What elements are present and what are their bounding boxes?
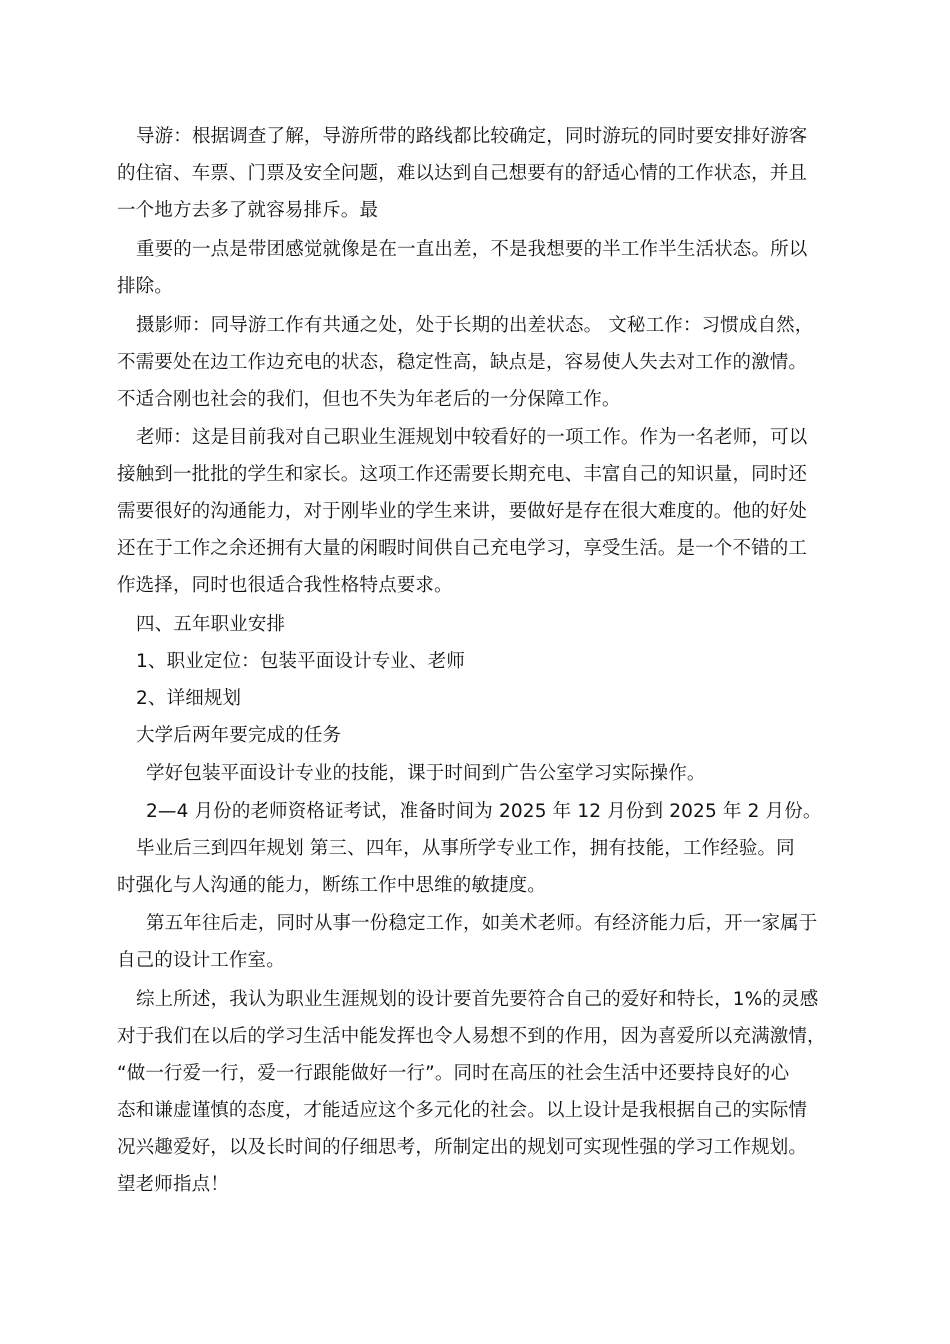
paragraph-line: 对于我们在以后的学习生活中能发挥也令人易想不到的作用，因为喜爱所以充满激情， (117, 1026, 826, 1047)
paragraph-line: “做一行爱一行，爱一行跟能做好一行”。同时在高压的社会生活中还要持良好的心 (117, 1063, 790, 1084)
paragraph-line: 一个地方去多了就容易排斥。最 (117, 200, 379, 221)
paragraph-line: 老师：这是目前我对自己职业生涯规划中较看好的一项工作。作为一名老师，可以 (136, 427, 808, 448)
paragraph-line: 导游：根据调查了解，导游所带的路线都比较确定，同时游玩的同时要安排好游客 (136, 126, 808, 147)
list-item: 2、详细规划 (136, 688, 242, 709)
paragraph-line: 摄影师：同导游工作有共通之处，处于长期的出差状态。 文秘工作：习惯成自然， (136, 315, 814, 336)
paragraph-line: 第五年往后走，同时从事一份稳定工作，如美术老师。有经济能力后，开一家属于 (146, 913, 818, 934)
paragraph-line: 重要的一点是带团感觉就像是在一直出差，不是我想要的半工作半生活状态。所以 (136, 239, 808, 260)
paragraph-line: 排除。 (117, 276, 173, 297)
paragraph-line: 的住宿、车票、门票及安全问题，难以达到自己想要有的舒适心情的工作状态，并且 (117, 163, 808, 184)
paragraph-line: 综上所述，我认为职业生涯规划的设计要首先要符合自己的爱好和特长，1%的灵感 (136, 989, 819, 1010)
paragraph-line: 接触到一批批的学生和家长。这项工作还需要长期充电、丰富自己的知识量，同时还 (117, 464, 808, 485)
paragraph-line: 还在于工作之余还拥有大量的闲暇时间供自己充电学习，享受生活。是一个不错的工 (117, 538, 808, 559)
paragraph-line: 毕业后三到四年规划 第三、四年，从事所学专业工作，拥有技能，工作经验。同 (136, 838, 795, 859)
paragraph-line: 学好包装平面设计专业的技能，课于时间到广告公室学习实际操作。 (146, 763, 706, 784)
section-heading: 四、五年职业安排 (136, 614, 286, 635)
paragraph-line: 作选择，同时也很适合我性格特点要求。 (117, 575, 453, 596)
paragraph-line: 自己的设计工作室。 (117, 950, 285, 971)
paragraph-line: 望老师指点！ (117, 1174, 229, 1195)
list-item: 1、职业定位：包装平面设计专业、老师 (136, 651, 465, 672)
paragraph-line: 不需要处在边工作边充电的状态，稳定性高，缺点是，容易使人失去对工作的激情。 (117, 352, 808, 373)
paragraph-line: 需要很好的沟通能力，对于刚毕业的学生来讲，要做好是存在很大难度的。他的好处 (117, 501, 808, 522)
paragraph-line: 时强化与人沟通的能力，断练工作中思维的敏捷度。 (117, 875, 546, 896)
paragraph-line: 2—4 月份的老师资格证考试，准备时间为 2025 年 12 月份到 2025 年 2 月份。 (146, 801, 822, 822)
paragraph-line: 况兴趣爱好，以及长时间的仔细思考，所制定出的规划可实现性强的学习工作规划。 (117, 1137, 808, 1158)
paragraph-line: 不适合刚也社会的我们，但也不失为年老后的一分保障工作。 (117, 389, 621, 410)
subheading: 大学后两年要完成的任务 (136, 725, 342, 746)
paragraph-line: 态和谦虚谨慎的态度，才能适应这个多元化的社会。以上设计是我根据自己的实际情 (117, 1100, 808, 1121)
